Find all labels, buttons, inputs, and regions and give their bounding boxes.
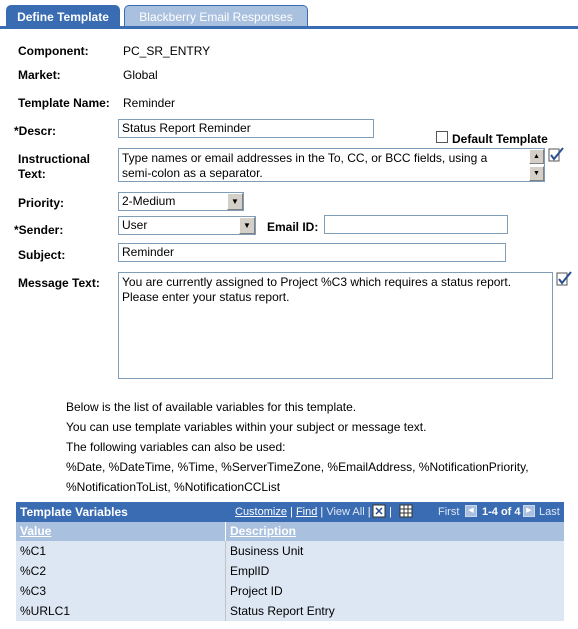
row-description: Business Unit	[230, 544, 304, 558]
info-line-3: The following variables can also be used:	[66, 440, 286, 454]
message-text-line1: You are currently assigned to Project %C3 which requires a status report.	[122, 275, 512, 289]
info-line-2: You can use template variables within your subject or message text.	[66, 420, 427, 434]
chevron-down-icon[interactable]: ▼	[239, 217, 255, 234]
row-description: Status Report Entry	[230, 604, 335, 618]
scroll-up-icon[interactable]: ▲	[529, 149, 544, 164]
row-value: %URLC1	[16, 601, 226, 621]
template-name-label: Template Name:	[18, 96, 110, 110]
instructional-text-line1: Type names or email addresses in the To, CC, or BCC fields, using a	[122, 151, 488, 165]
priority-select[interactable]	[118, 192, 244, 211]
descr-label: *Descr:	[14, 124, 57, 138]
template-name-value: Reminder	[123, 96, 176, 110]
email-id-label: Email ID:	[267, 220, 319, 234]
subject-input[interactable]: Reminder	[118, 243, 506, 262]
last-link[interactable]: Last	[539, 506, 560, 518]
market-value: Global	[123, 68, 158, 82]
priority-value: 2-Medium	[122, 194, 176, 208]
next-icon[interactable]: ▶	[523, 505, 535, 517]
default-template-label: Default Template	[452, 132, 548, 146]
column-header-description[interactable]: Description	[226, 522, 564, 541]
info-line-1: Below is the list of available variables for this template.	[66, 400, 357, 414]
spell-check-icon[interactable]	[555, 270, 573, 288]
component-value: PC_SR_ENTRY	[123, 44, 211, 58]
message-text-area[interactable]	[118, 272, 553, 379]
instructional-text-label-line2: Text:	[18, 167, 46, 181]
default-template-checkbox[interactable]	[436, 131, 448, 143]
sender-value: User	[122, 218, 148, 232]
info-line-4: %Date, %DateTime, %Time, %ServerTimeZone, %EmailAddress, %NotificationPriority,	[66, 460, 529, 474]
row-value: %C3	[16, 581, 226, 601]
row-description: Project ID	[230, 584, 283, 598]
priority-label: Priority:	[18, 196, 65, 210]
grid-view-icon[interactable]	[399, 504, 413, 518]
message-text-line2: Please enter your status report.	[122, 290, 290, 304]
info-line-5: %NotificationToList, %NotificationCCList	[66, 480, 281, 494]
email-id-input[interactable]	[324, 215, 508, 234]
component-label: Component:	[18, 44, 89, 58]
chevron-down-icon[interactable]: ▼	[227, 193, 243, 210]
spell-check-icon[interactable]	[547, 146, 565, 164]
column-header-value[interactable]: Value	[16, 522, 226, 541]
subject-label: Subject:	[18, 248, 66, 262]
find-link[interactable]: Find	[295, 506, 318, 518]
sender-label: *Sender:	[14, 223, 64, 237]
sender-select[interactable]	[118, 216, 256, 235]
tab-define-template[interactable]: Define Template	[6, 5, 120, 29]
market-label: Market:	[18, 68, 61, 82]
tab-bar-line	[0, 26, 578, 29]
instructional-text-area[interactable]	[118, 148, 545, 182]
row-range: 1-4 of 4	[482, 506, 521, 518]
download-icon[interactable]	[372, 504, 386, 518]
tab-blackberry-email-responses[interactable]: Blackberry Email Responses	[124, 5, 308, 27]
message-text-label: Message Text:	[18, 276, 100, 290]
row-value: %C2	[16, 561, 226, 581]
customize-link[interactable]: Customize	[235, 506, 287, 518]
row-value: %C1	[16, 541, 226, 561]
grid-title: Template Variables	[20, 505, 128, 519]
previous-icon[interactable]: ◀	[465, 505, 477, 517]
instructional-text-line2: semi-colon as a separator.	[122, 166, 263, 180]
view-all-link[interactable]: View All	[326, 506, 365, 518]
instructional-text-label-line1: Instructional	[18, 152, 91, 166]
first-link[interactable]: First	[438, 506, 460, 518]
row-description: EmplID	[230, 564, 270, 578]
template-variables-grid-header: Template Variables Customize | Find | View All | | First ◀ 1-4 of 4 ▶ Last	[16, 502, 564, 522]
descr-input[interactable]: Status Report Reminder	[118, 119, 374, 138]
scroll-down-icon[interactable]: ▼	[529, 166, 544, 181]
